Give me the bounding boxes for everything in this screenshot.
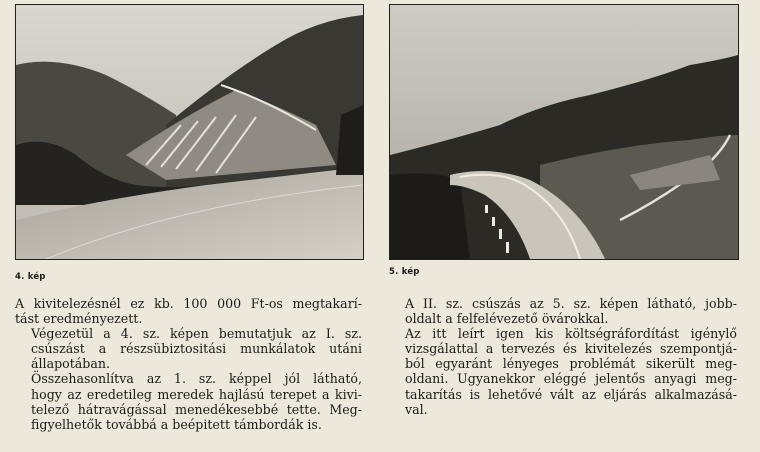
text-line: Összehasonlítva az 1. sz. képpel jól látható, <box>31 371 362 387</box>
text-line: állapotában. <box>31 356 110 372</box>
photo-figure-5 <box>389 4 739 260</box>
right-paragraph-2 <box>389 326 737 417</box>
left-paragraph-3 <box>15 371 362 431</box>
text-line: figyelhetők továbbá a beépitett támbordák is. <box>31 416 322 432</box>
text-line: oldani. Ugyanekkor eléggé jelentős anyagi meg- <box>405 371 737 387</box>
text-line: vizsgálattal a tervezés és kivitelezés szempontjá- <box>405 341 737 357</box>
text-line: tást eredményezett. <box>15 311 143 327</box>
text-line: val. <box>405 401 428 417</box>
text-line: hogy az eredetileg meredek hajlású terepet a kivi- <box>31 386 362 402</box>
figure-4-image <box>16 5 363 259</box>
text-line: takarítás is lehetővé vált az eljárás alkalmazásá- <box>405 386 737 402</box>
text-line: ból egyaránt lényeges problémát sikerült meg- <box>405 356 737 372</box>
text-line: oldalt a felfelévezető övárokkal. <box>405 311 609 327</box>
photo-figure-4 <box>15 4 364 260</box>
left-text-column <box>15 296 362 432</box>
right-text-column <box>389 296 737 417</box>
figure-4-caption: 4. kép <box>15 272 46 282</box>
figure-5-caption: 5. kép <box>389 267 420 277</box>
text-line: Végezetül a 4. sz. képen bemutatjuk az I. sz. <box>31 326 362 342</box>
left-paragraph-1 <box>15 296 362 326</box>
text-line: A II. sz. csúszás az 5. sz. képen látható, jobb- <box>405 296 737 311</box>
text-line: Az itt leírt igen kis költségráfordítást igénylő <box>405 326 737 342</box>
text-line: csúszást a részsübiztositási munkálatok utáni <box>31 341 362 357</box>
figure-5-image <box>390 5 738 259</box>
left-paragraph-2 <box>15 326 362 371</box>
right-paragraph-1 <box>389 296 737 326</box>
text-line: telező hátravágással menedékesebbé tette. Meg- <box>31 401 362 417</box>
text-line: A kivitelezésnél ez kb. 100 000 Ft-os megtakarí- <box>15 296 362 311</box>
